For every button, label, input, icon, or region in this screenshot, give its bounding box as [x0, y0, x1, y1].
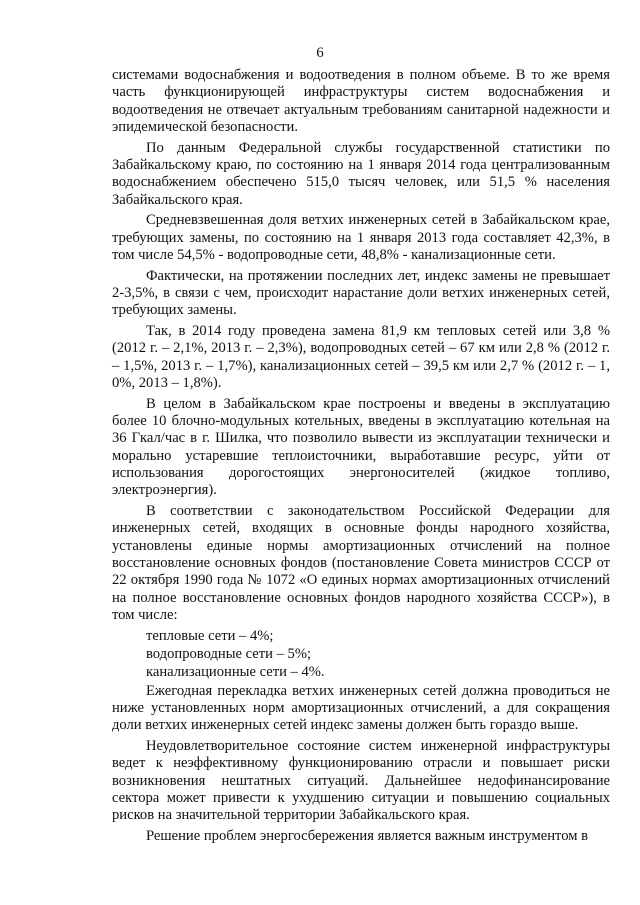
paragraph-replacement-index: Фактически, на протяжении последних лет, индекс замены не превышает 2-3,5%, в связи с чем, происходит нарастание доли ветхих инженерных сетей, требующих замены. [112, 267, 610, 319]
list-item-water-networks: водопроводные сети – 5%; [146, 646, 312, 662]
list-item-sewer-networks: канализационные сети – 4%. [146, 664, 325, 681]
paragraph-population-water-supply: По данным Федеральной службы государственной статистики по Забайкальскому краю, по состоянию на 1 января 2014 года централизованным водоснабжением обеспечено 515,0 тысяч человек, или 51,5 % населения Забайкальского края. [112, 139, 610, 208]
document-body [112, 67, 610, 849]
paragraph-replacement-2014: Так, в 2014 году проведена замена 81,9 км тепловых сетей или 3,8 % (2012 г. – 2,1%, 2013 г. – 2,3%), водопроводных сетей – 67 км или 2,8 % (2012 г. – 1,5%, 2013 г. – 1,7%), канализационных сетей – 39,5 км или 2,7 % (2012 г. – 1, 0%, 2013 – 1,8%). [112, 323, 610, 392]
paragraph-unsatisfactory-state: Неудовлетворительное состояние систем инженерной инфраструктуры ведет к неэффективному функционированию отрасли и повышает риски возникновения нештатных ситуаций. Дальнейшее недофинансирование сектора может привести к ухудшению ситуации и повышению социальных рисков на значительной территории Забайкальского края. [112, 737, 610, 824]
paragraph-boiler-houses: В целом в Забайкальском крае построены и введены в эксплуатацию более 10 блочно-модульных котельных, введены в эксплуатацию котельная на 36 Гкал/час в г. Шилка, что позволило вывести из эксплуатации технически и морально устаревшие теплоисточники, выработавшие ресурс, уйти от использования дорогостоящих энергоносителей (жидкое топливо, электроэнергия). [112, 395, 610, 499]
paragraph-energy-saving: Решение проблем энергосбережения является важным инструментом в [146, 827, 588, 844]
page-number: 6 [316, 45, 324, 61]
paragraph-annual-relaying: Ежегодная перекладка ветхих инженерных сетей должна проводиться не ниже установленных норм амортизационных отчислений, а для сокращения доли ветхих инженерных сетей индекс замены должен быть гораздо выше. [112, 682, 610, 734]
paragraph-continuation: системами водоснабжения и водоотведения в полном объеме. В то же время часть функционирующей инфраструктуры систем водоснабжения и водоотведения не отвечает актуальным требованиям санитарной надежности и эпидемической безопасности. [112, 67, 610, 135]
paragraph-depreciation-norms: В соответствии с законодательством Российской Федерации для инженерных сетей, входящих в основные фонды народного хозяйства, установлены единые нормы амортизационных отчислений на полное восстановление основных фондов (постановление Совета министров СССР от 22 октября 1990 года № 1072 «О единых нормах амортизационных отчислений на полное восстановление основных фондов народного хозяйства СССР»), в том числе: [112, 503, 610, 623]
paragraph-worn-networks-share: Средневзвешенная доля ветхих инженерных сетей в Забайкальском крае, требующих замены, по состоянию на 1 января 2013 года составляет 42,3%, в том числе 54,5% - водопроводные сети, 48,8% - канализационные сети. [112, 212, 610, 263]
list-item-heat-networks: тепловые сети – 4%; [146, 627, 274, 644]
